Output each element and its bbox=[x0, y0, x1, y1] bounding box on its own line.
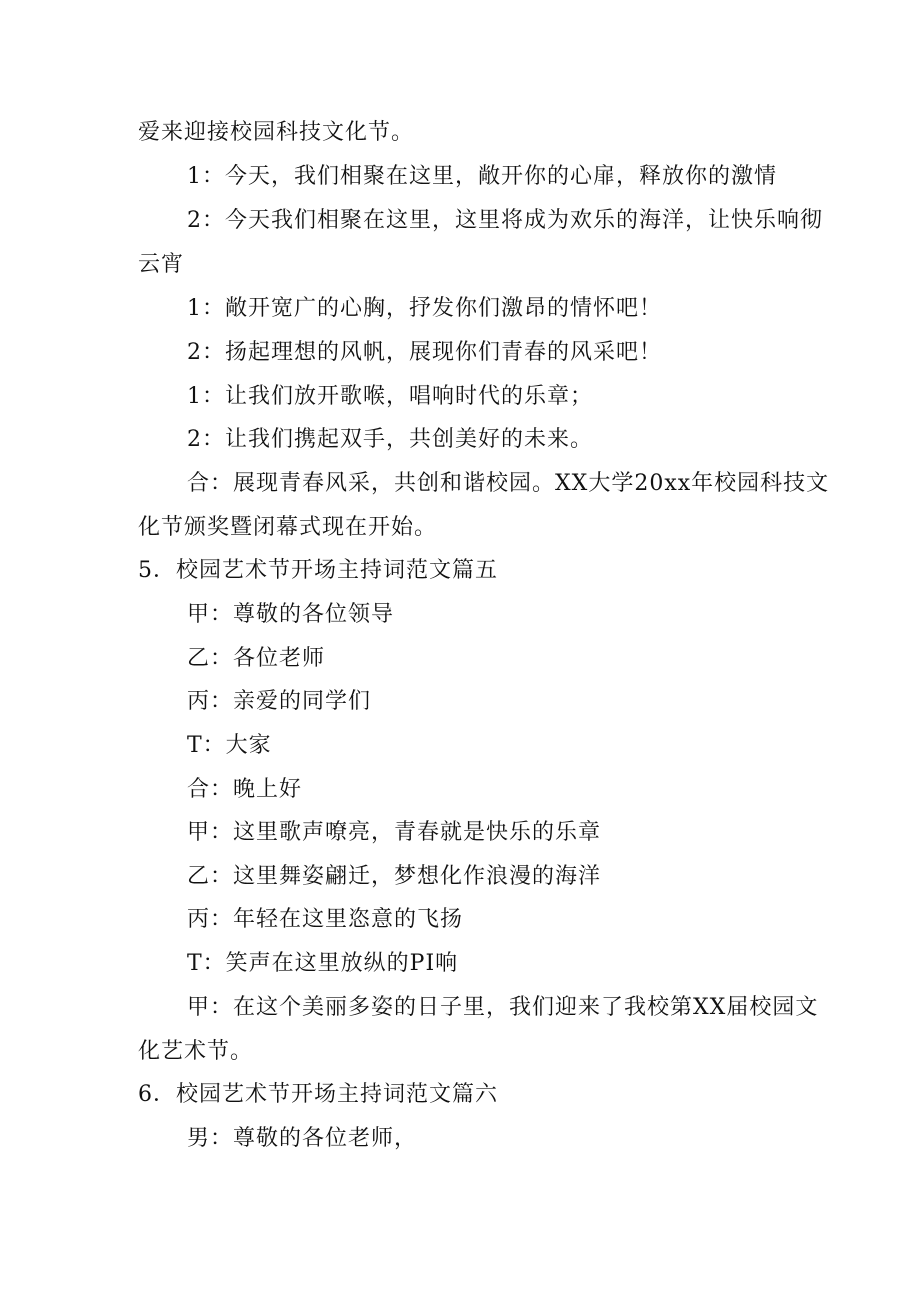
paragraph-line: 乙：各位老师 bbox=[187, 646, 326, 671]
paragraph-line: 合：展现青春风采，共创和谐校园。XX大学20xx年校园科技文 bbox=[187, 471, 830, 496]
paragraph-line: 合：晚上好 bbox=[187, 777, 303, 802]
paragraph-line: 1：让我们放开歌喉，唱响时代的乐章； bbox=[187, 384, 593, 409]
paragraph-line: 1：敞开宽广的心胸，抒发你们激昂的情怀吧！ bbox=[187, 296, 662, 321]
paragraph-line: 化节颁奖暨闭幕式现在开始。 bbox=[138, 515, 438, 540]
paragraph-line: 2：今天我们相聚在这里，这里将成为欢乐的海洋，让快乐响彻 bbox=[187, 208, 823, 233]
paragraph-line: 甲：尊敬的各位领导 bbox=[187, 602, 395, 627]
paragraph-line: T：笑声在这里放纵的PI响 bbox=[187, 951, 459, 976]
paragraph-line: 乙：这里舞姿翩迁，梦想化作浪漫的海洋 bbox=[187, 864, 602, 889]
paragraph-line: 云宵 bbox=[138, 252, 185, 277]
paragraph-line: 2：扬起理想的风帆，展现你们青春的风采吧！ bbox=[187, 340, 662, 365]
paragraph-line: 男：尊敬的各位老师， bbox=[187, 1126, 418, 1151]
paragraph-line: 2：让我们携起双手，共创美好的未来。 bbox=[187, 427, 593, 452]
paragraph-line: 甲：这里歌声嘹亮，青春就是快乐的乐章 bbox=[187, 820, 602, 845]
section-heading: 5．校园艺术节开场主持词范文篇五 bbox=[138, 558, 498, 583]
paragraph-line: 1：今天，我们相聚在这里，敞开你的心扉，释放你的激情 bbox=[187, 164, 777, 189]
paragraph-line: 化艺术节。 bbox=[138, 1039, 254, 1064]
paragraph-line: 丙：亲爱的同学们 bbox=[187, 689, 372, 714]
paragraph-line: 丙：年轻在这里恣意的飞扬 bbox=[187, 907, 464, 932]
paragraph-line: T：大家 bbox=[187, 733, 272, 758]
paragraph-line: 爱来迎接校园科技文化节。 bbox=[138, 120, 415, 145]
paragraph-line: 甲：在这个美丽多姿的日子里，我们迎来了我校第XX届校园文 bbox=[187, 995, 819, 1020]
section-heading: 6．校园艺术节开场主持词范文篇六 bbox=[138, 1082, 498, 1107]
